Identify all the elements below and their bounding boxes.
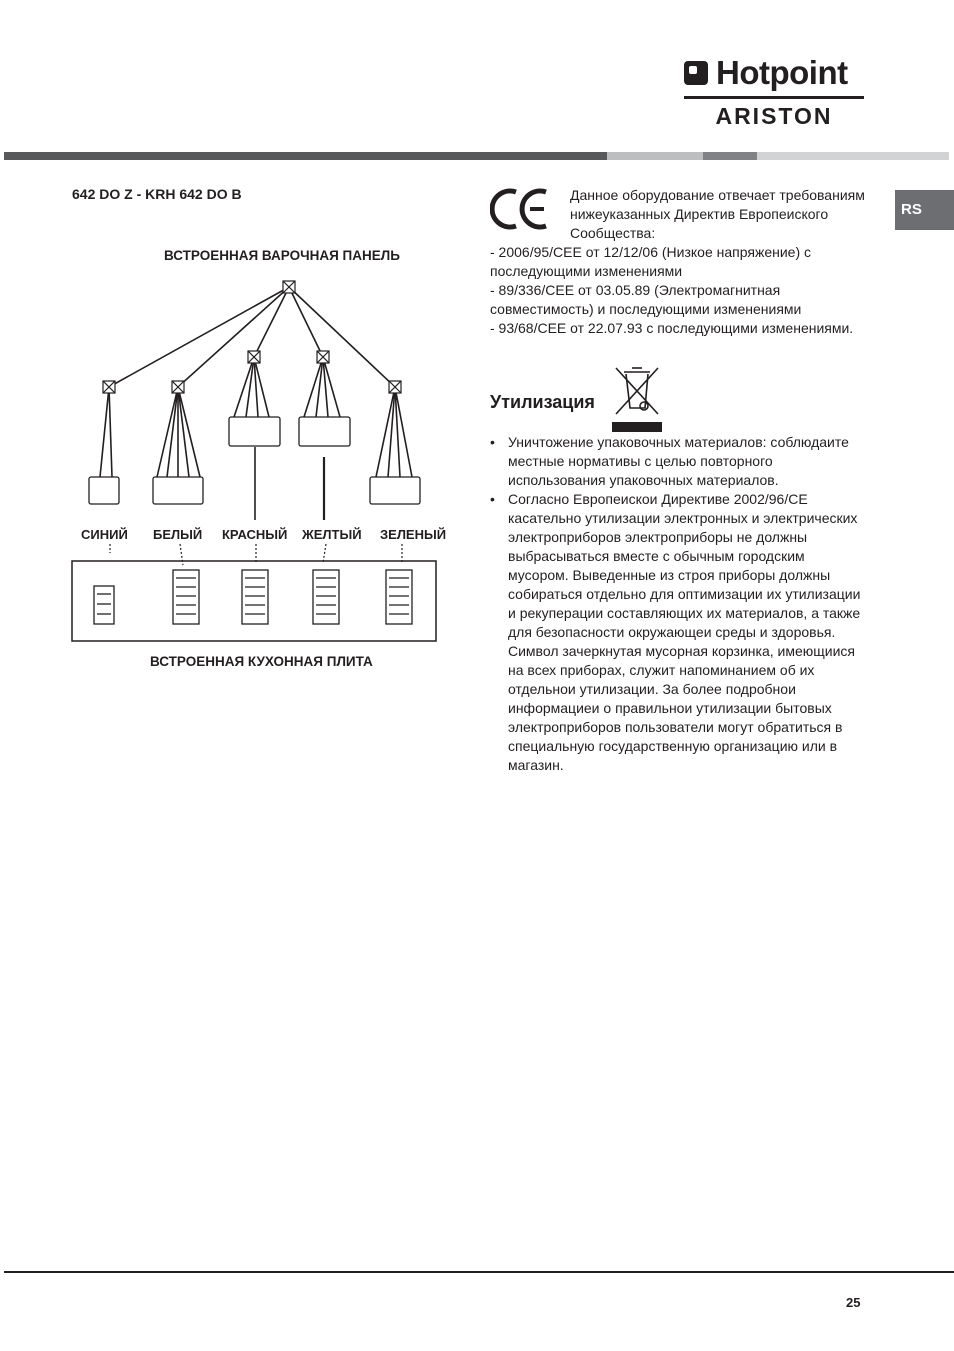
header-bar-light <box>607 152 703 160</box>
page-number: 25 <box>846 1295 861 1310</box>
header-bar-mid <box>703 152 757 160</box>
brand-sub: ARISTON <box>715 103 833 129</box>
brand-name: Hotpoint <box>716 54 848 91</box>
model-title: 642 DO Z - KRH 642 DO B <box>72 186 242 202</box>
disposal-heading: Утилизация <box>490 392 595 412</box>
header-bar-dark <box>4 152 607 160</box>
diagram-bottom-label: ВСТРОЕННАЯ КУХОННАЯ ПЛИТА <box>150 654 373 669</box>
wiring-diagram <box>60 270 460 530</box>
wire-label-white: БЕЛЫЙ <box>153 527 203 542</box>
brand-rule <box>684 96 864 99</box>
wire-label-blue: СИНИЙ <box>81 527 128 542</box>
directive-item: - 2006/95/CEE от 12/12/06 (Низкое напряжение) с последующими изменениями <box>490 244 811 279</box>
brand-logo <box>684 54 864 130</box>
list-item: • Согласно Европеискои Директиве 2002/96/CE касательно утилизации электронных и электрических электроприборов электроприборы не должны выбрасываться вместе с обычным городским мусором. Выведенные из строя приборы должны собираться отдельно для оптимизации их утилизации и рекуперации составляющих их материалов, а также для безопасности окружающеи среды и здоровья. Символ зачеркнутая мусорная корзинка, имеющиися на всех приборах, служит напоминанием об их отдельнои утилизации. За более подробнои информациеи о правильнои утилизации бытовых электроприборов пользователи могут обратиться в специальную государственную организацию или в магазин. <box>490 490 865 775</box>
wire-label-green: ЗЕЛЕНЫЙ <box>380 527 447 542</box>
list-item: • Уничтожение упаковочных материалов: соблюдаите местные нормативы с целью повторного использования упаковочных материалов. <box>490 433 865 490</box>
diagram-top-label: ВСТРОЕННАЯ ВАРОЧНАЯ ПАНЕЛЬ <box>164 248 400 263</box>
disposal-bullets <box>490 433 865 775</box>
wire-label-yellow: ЖЕЛТЫЙ <box>302 527 362 542</box>
crossed-bin-icon <box>610 362 664 434</box>
language-tab: RS <box>895 190 954 230</box>
directives-list <box>490 243 860 338</box>
brand-mark-icon <box>684 61 708 85</box>
wire-label-red: КРАСНЫЙ <box>222 527 288 542</box>
stove-terminal-diagram <box>70 540 440 644</box>
directive-item: - 89/336/CEE от 03.05.89 (Электромагнитная совместимость) и последующими изменениями <box>490 282 802 317</box>
ce-mark-icon <box>490 186 552 232</box>
directive-item: - 93/68/CEE от 22.07.93 с последующими изменениями. <box>490 320 854 336</box>
footer-rule <box>4 1271 954 1273</box>
ce-intro: Данное оборудование отвечает требованиям нижеуказанных Директив Европеиского Сообщества: <box>570 187 865 241</box>
header-bar-pale <box>757 152 949 160</box>
